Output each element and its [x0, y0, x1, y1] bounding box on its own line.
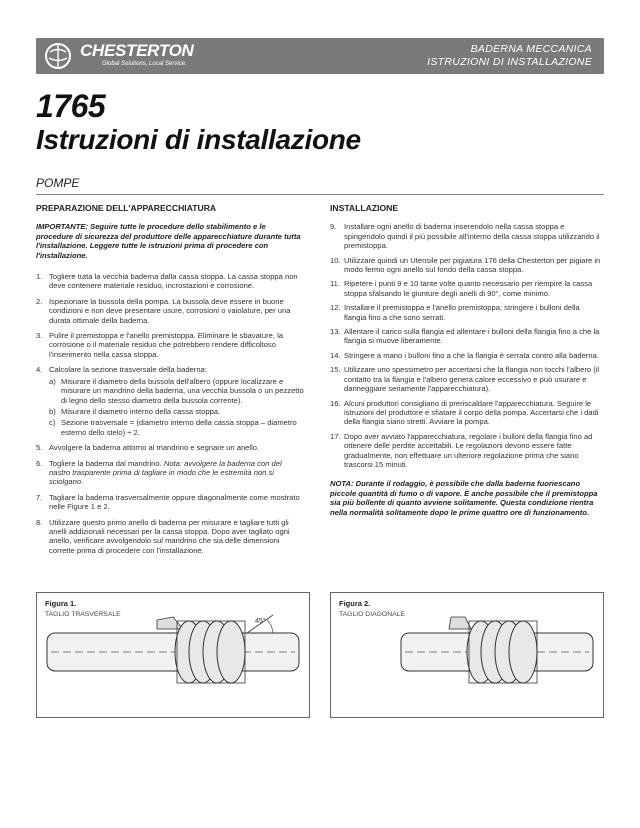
step-item: [330, 279, 602, 298]
step-text: Togliere la baderna dal mandrino.: [49, 458, 162, 468]
step-number: 3.: [36, 331, 43, 341]
step-text: Utilizzare quindi un Utensile per pigiatura 176 della Chesterton per pigiare in modo fermo ogni anello sul fondo della cassa stoppa.: [344, 255, 601, 275]
brand-name: CHESTERTON: [80, 41, 194, 60]
step-item: [36, 493, 304, 512]
step-number: 9.: [330, 222, 337, 232]
substep-text: Misurare il diametro della bussola dell'albero (oppure localizzare e misurare un mandrino della baderna, una vecchia bussola o un pezzetto di legno dello stesso diametro della bussola corrente).: [61, 376, 304, 405]
step-number: 4.: [36, 365, 43, 375]
step-number: 1.: [36, 272, 43, 282]
header-line-1: BADERNA MECCANICA: [470, 43, 592, 55]
step-text: Alcuni produttori consigliano di preriscaldare l'apparecchiatura. Seguire le istruzioni del produttore e sfiatare il corpo della pompa. Accertarsi che i dadi della flangia siano stretti. Avviare la pompa.: [344, 398, 599, 427]
step-item: [36, 272, 304, 291]
section-label: POMPE: [36, 176, 80, 190]
step-note: Nota: avvolgere la baderna con del nastro trasparente prima di tagliare in modo che le estremità non si sciolgano.: [49, 458, 282, 487]
step-text: Dopo aver avviato l'apparecchiatura, regolare i bulloni della flangia fino ad ottenere delle perdite accettabili. Le regolazioni devono essere fatte gradualmente, non effettuare un ulteriore regolazione prima che siano trascorsi 15 minuti.: [344, 431, 593, 469]
substep-text: Sezione trasversale = (diametro interno della cassa stoppa – diametro esterno dello stelo) ÷ 2.: [61, 418, 297, 437]
step-text: Calcolare la sezione trasversale della baderna:: [49, 365, 207, 375]
step-item: [330, 365, 602, 393]
step-text: Utilizzare uno spessimetro per accertarsi che la flangia non tocchi l'albero (il contatto tra la flangia e l'albero genera calore eccessivo e può usurare e danneggiare seriamente l'apparecchiatura).: [344, 365, 600, 394]
step-text: Tagliare la baderna trasversalmente oppure diagonalmente come mostrato nelle Figure 1 e 2.: [49, 492, 300, 512]
step-number: 17.: [330, 431, 341, 441]
substep-text: Misurare il diametro interno della cassa stoppa.: [61, 406, 221, 416]
document-title: Istruzioni di installazione: [36, 124, 361, 155]
step-text: Pulire il premistoppa e l'anello premistoppa. Eliminare le sbavature, la corrosione o il materiale residuo che potrebbero rendere difficoltoso l'inserimento nella cassa stoppa.: [49, 331, 284, 359]
globe-icon: [44, 41, 74, 71]
step-item: [36, 518, 304, 556]
substep-item: [49, 418, 304, 437]
figure-caption: TAGLIO DIAGONALE: [339, 611, 405, 618]
header-product-info: [427, 43, 592, 69]
figure-title: Figura 2.: [339, 599, 371, 608]
step-number: 6.: [36, 458, 43, 468]
important-notice: IMPORTANTE: Seguire tutte le procedure dello stabilimento e le procedure di sicurezza del produttore delle apparecchiature durante tutta l'installazione. Leggere tutte le istruzioni prima di procedere con l'installazione.: [36, 222, 301, 260]
step-item: [36, 365, 304, 437]
step-item: [330, 351, 602, 360]
installation-heading: INSTALLAZIONE: [330, 203, 399, 213]
step-number: 16.: [330, 398, 341, 408]
step-number: 14.: [330, 350, 341, 360]
brand-tagline: Global Solutions, Local Service.: [102, 61, 187, 67]
step-number: 5.: [36, 443, 43, 453]
step-item: [36, 297, 304, 325]
substep-letter: c): [49, 418, 56, 428]
substep-item: [49, 407, 304, 416]
step-text: Togliere tutta la vecchia baderna dalla cassa stoppa. La cassa stoppa non deve contenere materiale residuo, incrostazioni e corrosione.: [49, 272, 298, 291]
step-number: 8.: [36, 517, 43, 527]
figure-caption: TAGLIO TRASVERSALE: [45, 611, 121, 618]
step-text: Stringere a mano i bulloni fino a che la flangia è serrata contro alla baderna.: [344, 350, 599, 360]
installation-column: [330, 204, 602, 525]
step-number: 15.: [330, 365, 341, 375]
step-item: [36, 331, 304, 359]
step-text: Installare ogni anello di baderna inserendolo nella cassa stoppa e spingendolo quindi il più possibile all'interno della cassa stoppa utilizzando il premistoppa.: [344, 222, 600, 251]
butt-cut-illustration: [37, 593, 309, 717]
step-item: [330, 399, 602, 427]
step-number: 2.: [36, 296, 43, 306]
step-item: [36, 443, 304, 452]
header-bar: [36, 38, 604, 74]
step-item: [330, 256, 602, 275]
step-text: Avvolgere la baderna attorno al mandrino e segnare un anello.: [49, 443, 260, 453]
step-text: Allentare il carico sulla flangia ed allentare i bulloni della flangia fino a che la flangia si muove liberamente.: [344, 327, 600, 346]
skive-cut-illustration: [331, 593, 603, 717]
preparation-column: [36, 204, 304, 561]
installation-steps: [330, 222, 602, 469]
section-divider: [36, 194, 604, 195]
figure-1: [36, 592, 310, 718]
substep-letter: b): [49, 406, 56, 416]
step-text: Installare il premistoppa e l'anello premistoppa; stringere i bulloni della flangia fino a che sono serrati.: [344, 303, 580, 322]
step-item: [330, 327, 602, 346]
step-number: 10.: [330, 255, 341, 265]
run-in-note: NOTA: Durante il rodaggio, è possibile che dalla baderna fuoriescano piccole quantità di fumo o di vapore. È anche possibile che il premistoppa sia più bollente di quanto avviene solitamente. Questa condizione rientra nella normalità solitamente dopo le prime quattro ore di funzionamento.: [330, 479, 598, 517]
step-text: Utilizzare questo primo anello di baderna per misurare e tagliare tutti gli anelli addizionali necessari per la cassa stoppa. Dopo aver tagliato ogni anello, verificare avvolgendolo sul mandrino che sia delle dimensioni corrette prima di procedere con l'installazione.: [49, 517, 290, 555]
substep-letter: a): [49, 376, 56, 386]
step-item: [36, 459, 304, 487]
substep-item: [49, 377, 304, 405]
header-line-2: ISTRUZIONI DI INSTALLAZIONE: [427, 56, 592, 68]
substeps: [49, 377, 304, 437]
step-number: 7.: [36, 492, 43, 502]
angle-label: 45°: [255, 618, 266, 625]
step-number: 13.: [330, 327, 341, 337]
step-item: [330, 432, 602, 470]
step-number: 12.: [330, 303, 341, 313]
preparation-heading: PREPARAZIONE DELL'APPARECCHIATURA: [36, 203, 217, 213]
step-item: [330, 222, 602, 250]
document-number: 1765: [36, 88, 106, 124]
step-number: 11.: [330, 279, 340, 289]
step-text: Ispezionare la bussola della pompa. La bussola deve essere in buone condizioni e non deve presentare usure, corrosioni o vaiolature, per una durata ottimale della baderna.: [49, 296, 291, 325]
figure-2: [330, 592, 604, 718]
step-item: [330, 303, 602, 322]
preparation-steps: [36, 272, 304, 555]
figure-title: Figura 1.: [45, 599, 77, 608]
step-text: Ripetere i punti 9 e 10 tante volte quanto necessario per riempire la cassa stoppa sfalsando le giunture degli anelli di 90°, come minimo.: [344, 279, 593, 298]
chesterton-logo: [44, 41, 204, 71]
